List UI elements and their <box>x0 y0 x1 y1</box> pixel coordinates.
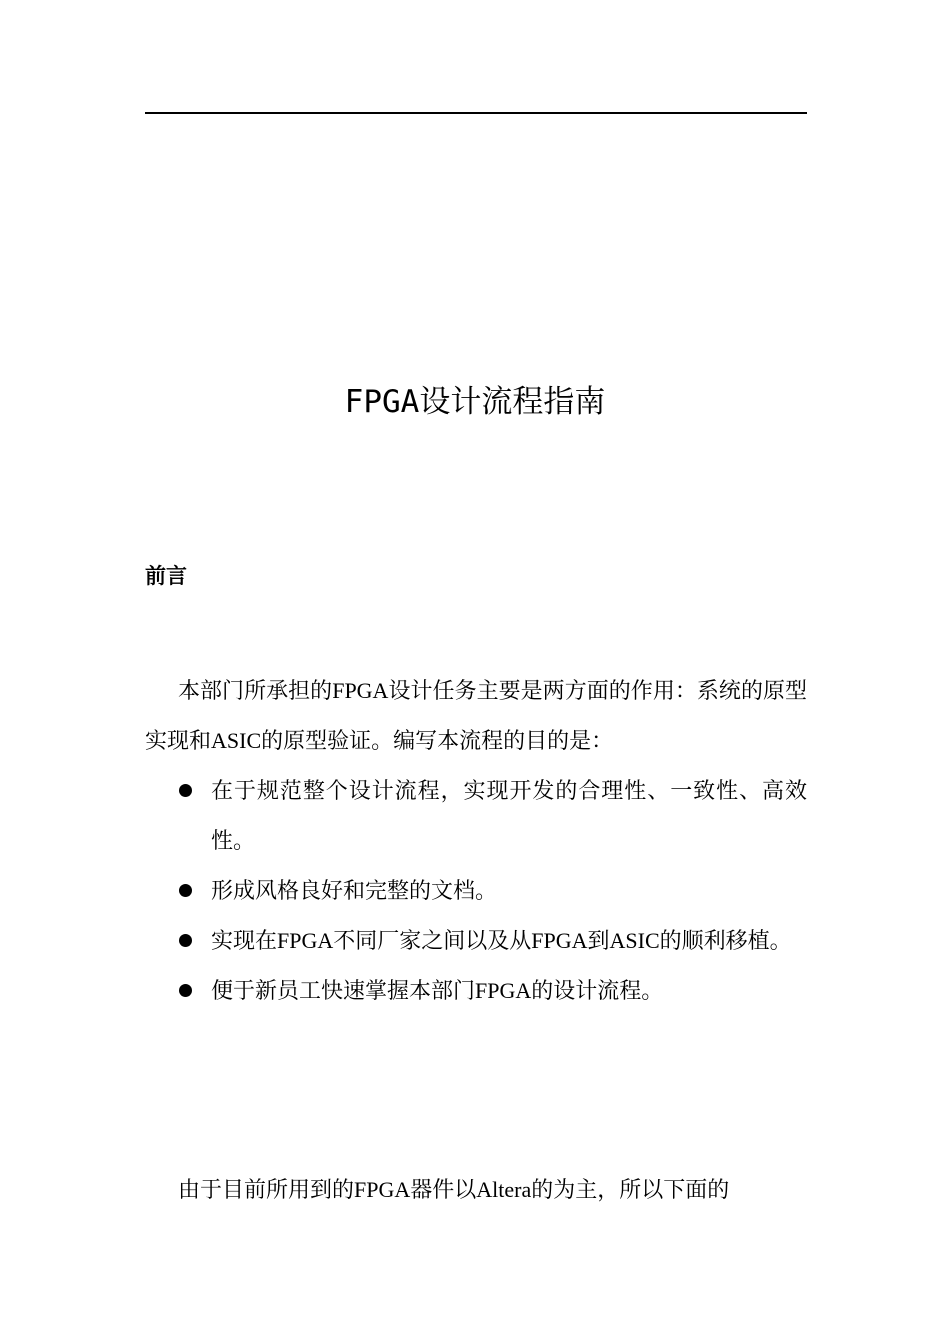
bullet-item <box>145 916 807 966</box>
bullet-dot-icon <box>179 884 192 897</box>
bullet-dot-icon <box>179 984 192 997</box>
document-title: FPGA设计流程指南 <box>344 384 606 420</box>
bullet-text: 在于规范整个设计流程，实现开发的合理性、一致性、高效性。 <box>211 778 807 853</box>
bullet-text: 便于新员工快速掌握本部门FPGA的设计流程。 <box>211 978 664 1003</box>
bullet-dot-icon <box>179 784 192 797</box>
bullet-item <box>145 866 807 916</box>
bullet-item <box>145 966 807 1016</box>
bullet-dot-icon <box>179 934 192 947</box>
bullet-text: 实现在FPGA不同厂家之间以及从FPGA到ASIC的顺利移植。 <box>211 928 792 953</box>
header-rule <box>145 112 807 114</box>
intro-paragraph: 本部门所承担的FPGA设计任务主要是两方面的作用：系统的原型实现和ASIC的原型验证。编写本流程的目的是： <box>145 678 807 753</box>
bullet-text: 形成风格良好和完整的文档。 <box>211 878 498 903</box>
bullet-item <box>145 766 807 866</box>
section-heading-preface: 前言 <box>145 564 187 588</box>
purpose-bullet-list <box>145 766 807 1016</box>
next-paragraph: 由于目前所用到的FPGA器件以Altera的为主，所以下面的 <box>178 1177 730 1202</box>
